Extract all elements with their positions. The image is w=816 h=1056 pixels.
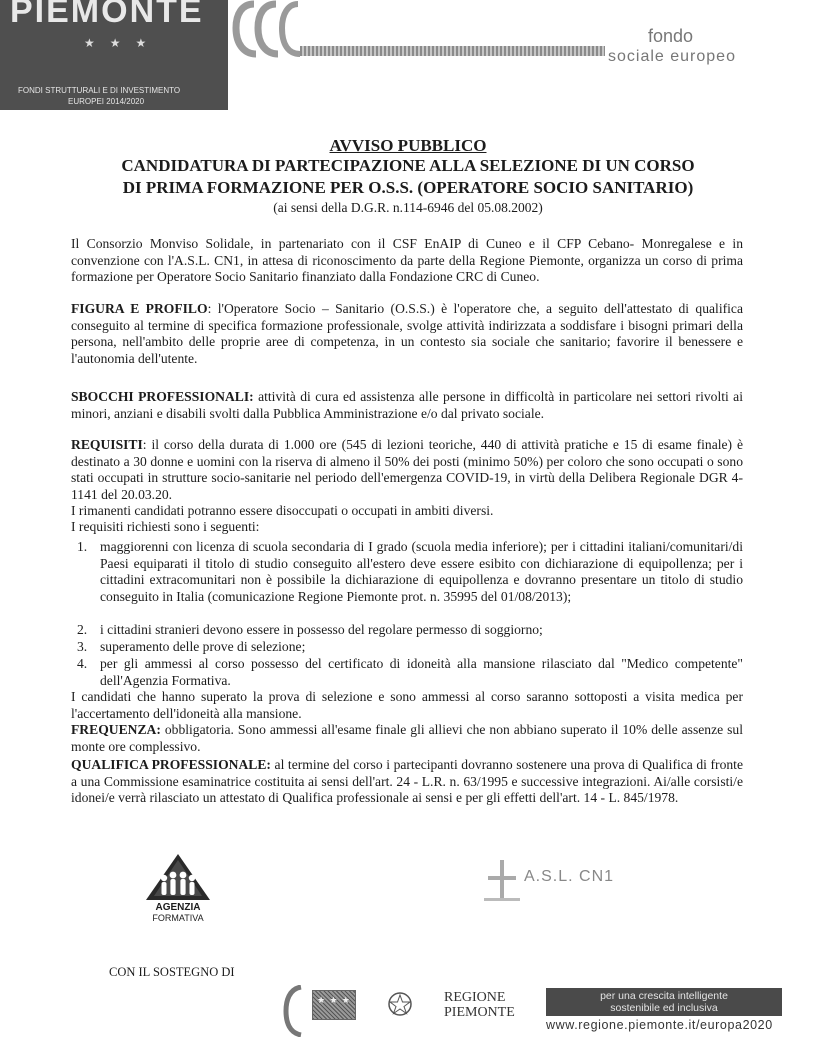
list-item: superamento delle prove di selezione; — [100, 639, 306, 654]
list-item-number: 1. — [77, 539, 88, 554]
logo-piemonte-word: PIEMONTE — [10, 0, 204, 30]
subtitle-line-2: DI PRIMA FORMAZIONE PER O.S.S. (OPERATORE SOCIO SANITARIO) — [122, 178, 694, 197]
figura-label: FIGURA E PROFILO — [71, 301, 208, 316]
qualifica-label: QUALIFICA PROFESSIONALE: — [71, 757, 271, 772]
requisiti-text: : il corso della durata di 1.000 ore (545 di lezioni teoriche, 440 di attività pratiche e 15 di esame finale) è destinato a 30 donne e uomini con la riserva di almeno il 50% dei posti (minimo 50%) per coloro che sono occupati o sono stati occupati in strutture socio-sanitarie nel periodo dell'emergenza COVID-19, in virtù della Delibera Regionale DGR 4-1141 del 20.03.20. — [71, 437, 743, 502]
sociale-europeo-label: sociale europeo — [608, 48, 736, 65]
regione-label: REGIONE — [444, 990, 506, 1005]
piemonte-label: PIEMONTE — [444, 1005, 515, 1020]
formativa-label: FORMATIVA — [152, 913, 204, 923]
list-item: per gli ammessi al corso possesso del certificato di idoneità alla mansione rilasciato dal "Medico competente" dell'Agenzia Formativa. — [100, 656, 743, 688]
legal-reference: (ai sensi della D.G.R. n.114-6946 del 05.08.2002) — [273, 200, 543, 215]
people-mountain-icon — [136, 848, 220, 902]
agenzia-label: AGENZIA — [155, 902, 201, 913]
piemonte-fesr-logo — [0, 0, 228, 110]
requisiti-list-intro: I requisiti richiesti sono i seguenti: — [71, 519, 260, 534]
rimanenti-line: I rimanenti candidati potranno essere disoccupati o occupati in ambiti diversi. — [71, 503, 494, 518]
frequenza-label: FREQUENZA: — [71, 722, 161, 737]
eu-stars-icon: ★ ★ ★ — [84, 36, 153, 50]
list-item: maggiorenni con licenza di scuola secondaria di I grado (scuola media inferiore); per i cittadini italiani/comunitari/di Paesi equiparati il titolo di studio conseguito all'estero deve essere esibito con dichiarazione di equipollenza; per i cittadini extracomunitari non è possibile la dichiarazione di equipollenza e dovranno presentare un titolo di studio conseguito in Italia (comunicazione Regione Piemonte prot. n. 35995 del 01/08/2013); — [100, 539, 743, 604]
requisiti-label: REQUISITI — [71, 437, 143, 452]
logo-piemonte-subtitle: FONDI STRUTTURALI E DI INVESTIMENTO — [18, 86, 181, 95]
figura-text: : l'Operatore Socio – Sanitario (O.S.S.) è l'operatore che, a seguito dell'attestato di qualifica conseguito al termine di specifica formazione professionale, svolge attività indirizzata a soddisfare i bisogni primari della persona, nell'ambito delle proprie aree di competenza, in un contesto sia sociale che sanitario; favorire il benessere e l'autonomia dell'utente. — [71, 301, 743, 366]
asl-mark-icon — [482, 858, 522, 908]
fondo-label: fondo — [648, 26, 694, 46]
regione-piemonte-logo — [444, 990, 515, 1020]
sbocchi-label: SBOCCHI PROFESSIONALI: — [71, 389, 254, 404]
intro-paragraph: Il Consorzio Monviso Solidale, in partenariato con il CSF EnAIP di Cuneo e il CFP Cebano- Monregalese e in convenzione con l'A.S.L. CN1, in attesa di riconoscimento da parte della Regione Piemonte, organizza un corso di prima formazione per Operatore Socio Sanitario finanziato dalla Fondazione CRC di Cuneo. — [71, 236, 743, 284]
page-title: AVVISO PUBBLICO — [329, 136, 487, 155]
fse-small-logo-icon — [283, 985, 307, 1037]
sbocchi-paragraph — [71, 389, 743, 422]
europa-2020-banner — [546, 988, 782, 1016]
list-item-number: 4. — [77, 656, 88, 671]
list-item: i cittadini stranieri devono essere in possesso del regolare permesso di soggiorno; — [100, 622, 543, 637]
requisiti-closing: I candidati che hanno superato la prova di selezione e sono ammessi al corso saranno sottoposti a visita medica per l'accertamento dell'idoneità alla mansione. — [71, 689, 743, 721]
figura-profilo-paragraph — [71, 301, 743, 367]
requisiti-paragraph — [71, 437, 743, 503]
qualifica-text: al termine del corso i partecipanti dovranno sostenere una prova di Qualifica di fronte a una Commissione esaminatrice costituita ai sensi dell'art. 24 - L.R. n. 63/1995 e successive integrazioni. Ai/alle corsisti/e idonei/e verrà rilasciato un attestato di Qualifica professionale ai sensi e per gli effetti dell'art. 14 - L. 845/1978. — [71, 757, 743, 805]
eu-flag-icon: ★ ★ ★ — [312, 990, 356, 1020]
qualifica-paragraph — [71, 757, 743, 807]
subtitle-line-1: CANDIDATURA DI PARTECIPAZIONE ALLA SELEZIONE DI UN CORSO — [121, 156, 695, 175]
logo-piemonte-years: EUROPEI 2014/2020 — [68, 97, 145, 106]
list-item-number: 3. — [77, 639, 88, 654]
fse-logo-icon — [232, 0, 302, 58]
crescita-line-2: sostenibile ed inclusiva — [610, 1002, 718, 1014]
crescita-line-1: per una crescita intelligente — [600, 990, 728, 1002]
list-item-number: 2. — [77, 622, 88, 637]
asl-cn1-logo — [482, 858, 642, 908]
sbocchi-text: attività di cura ed assistenza alle persone in difficoltà in particolare nei settori rivolti ai minori, anziani e disabili svolti dalla Pubblica Amministrazione e/o dal privato sociale. — [71, 389, 743, 421]
frequenza-text: obbligatoria. Sono ammessi all'esame finale gli allievi che non abbiano superato il 10% delle assenze sul monte ore complessivo. — [71, 722, 743, 754]
agenzia-formativa-logo — [136, 848, 220, 924]
sostegno-label: CON IL SOSTEGNO DI — [109, 965, 235, 979]
frequenza-paragraph — [71, 722, 743, 755]
fse-banner-bar — [300, 46, 605, 56]
italian-republic-emblem-icon — [386, 990, 414, 1018]
asl-name: A.S.L. CN1 — [524, 868, 615, 885]
footer-url: www.regione.piemonte.it/europa2020 — [546, 1018, 773, 1032]
